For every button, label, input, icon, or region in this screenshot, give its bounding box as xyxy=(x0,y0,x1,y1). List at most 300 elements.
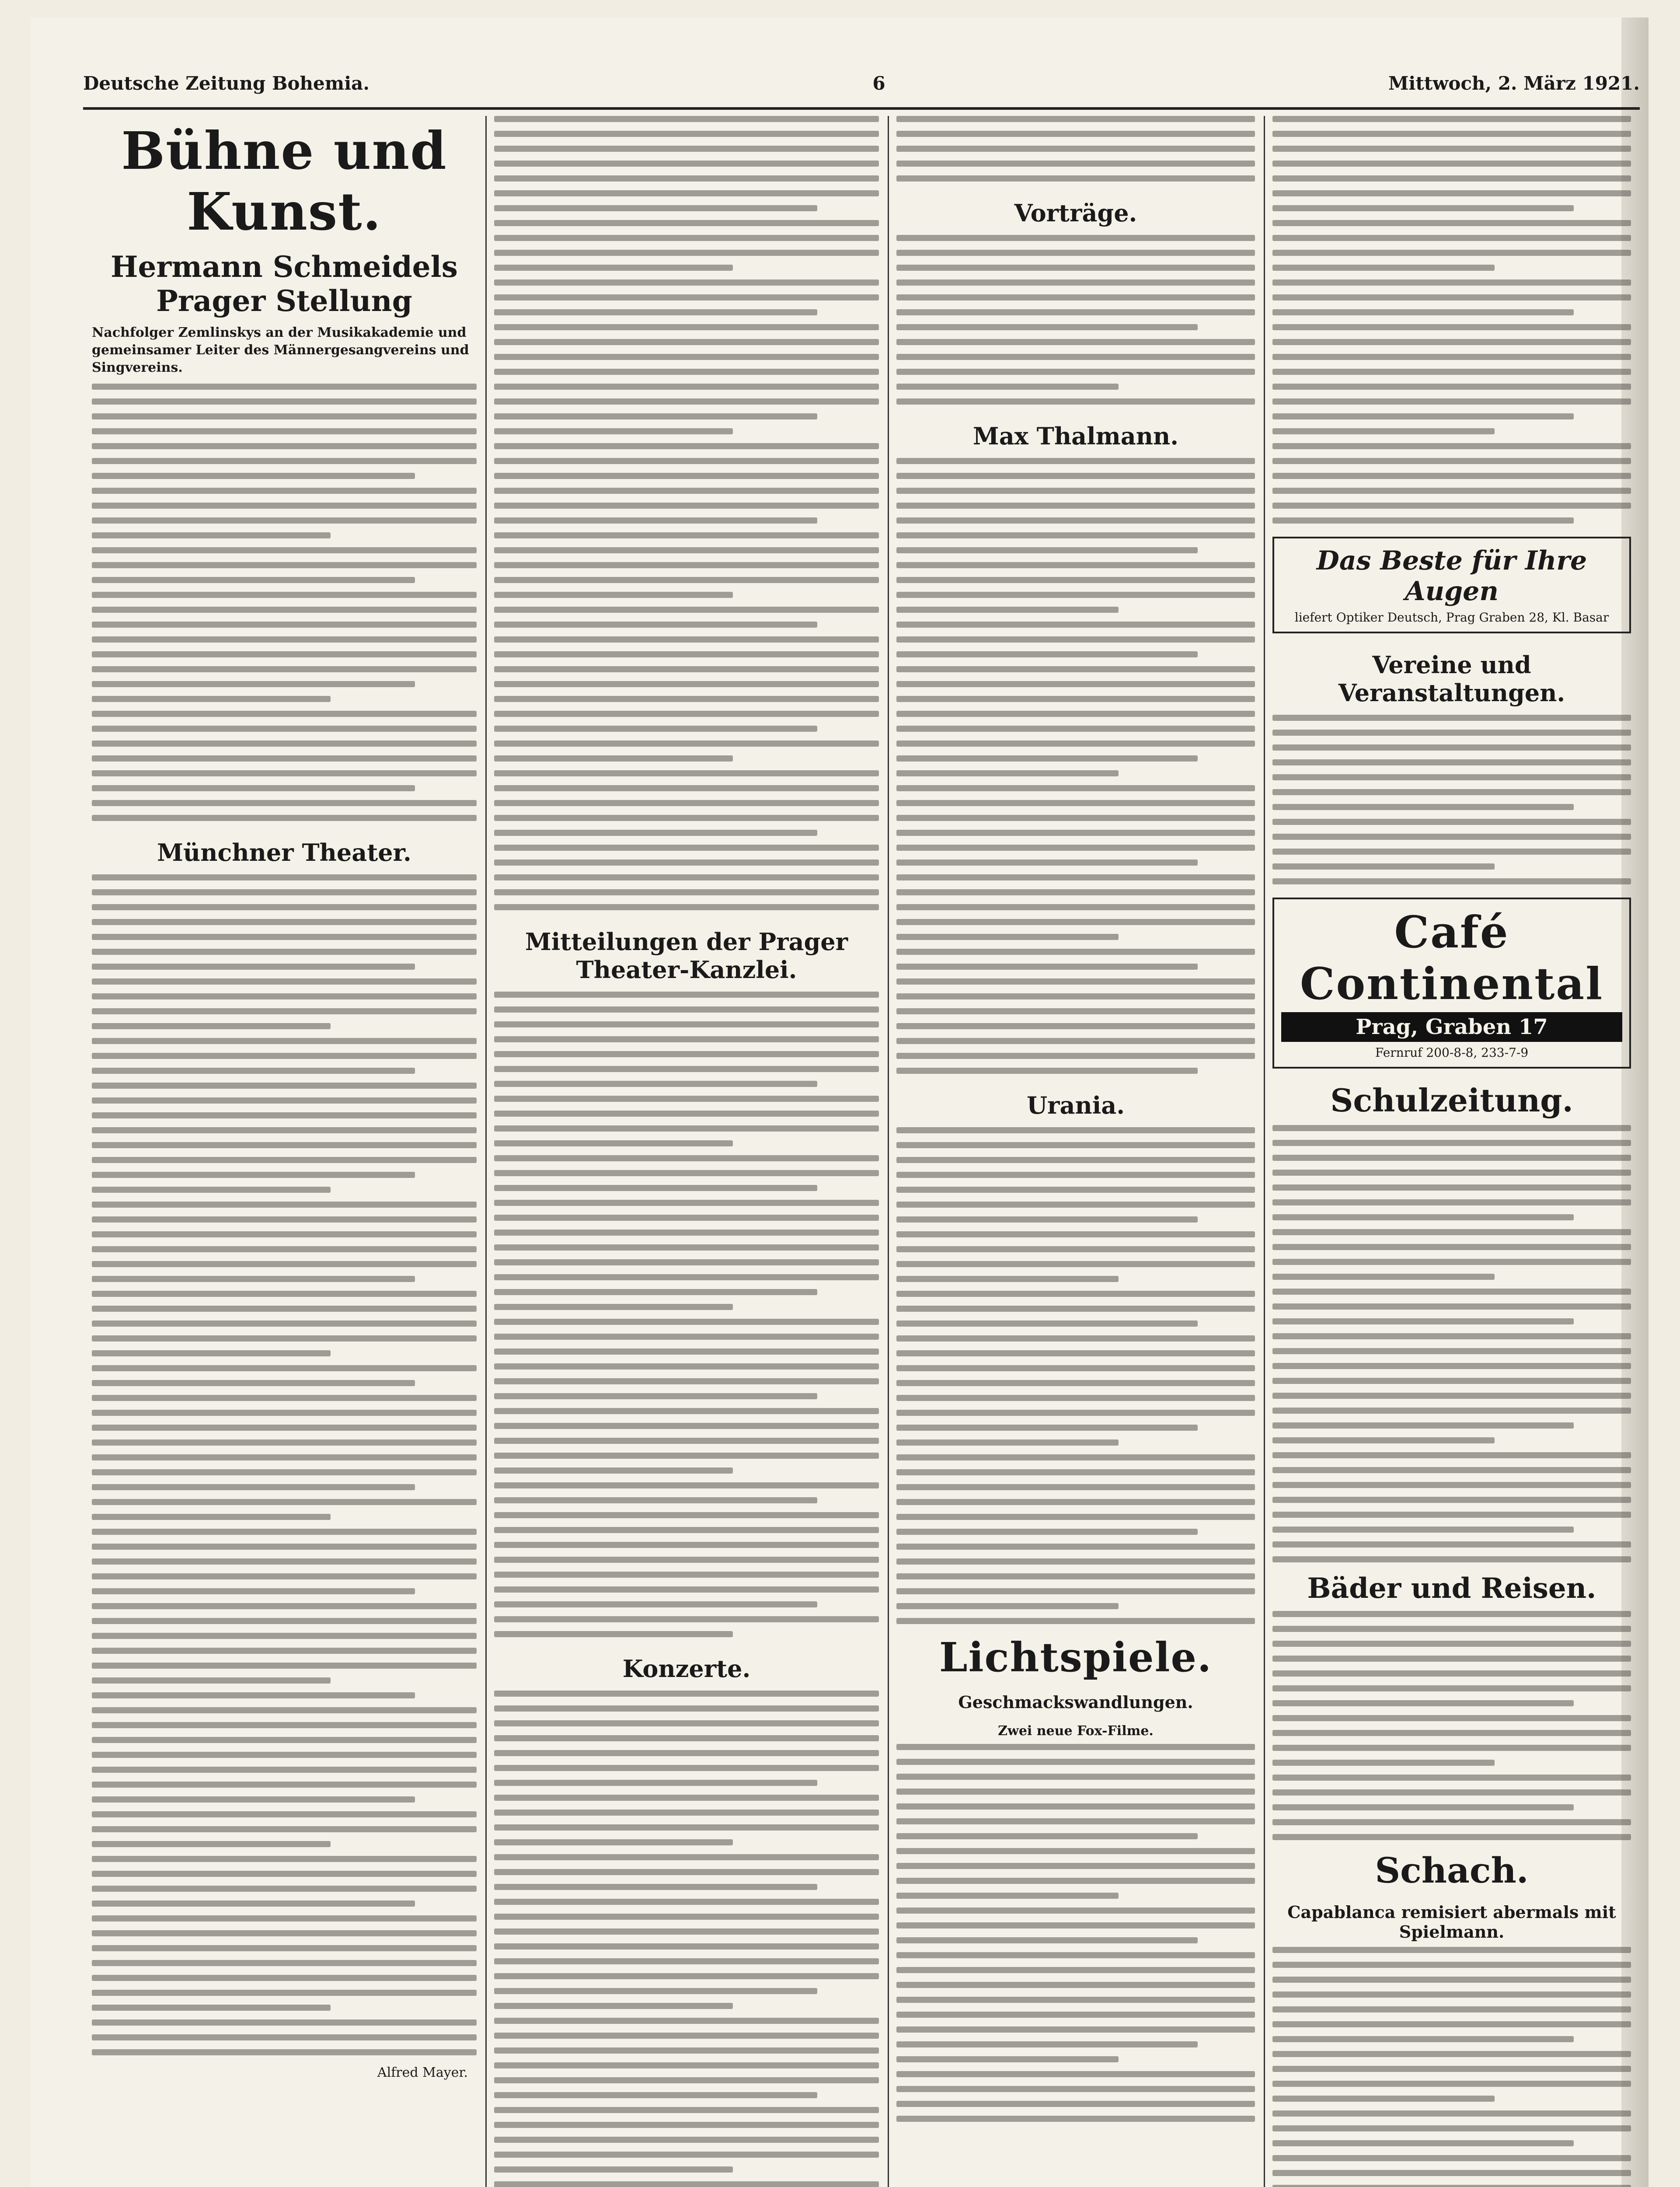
text-line-placeholder xyxy=(92,1841,331,1847)
text-line-placeholder xyxy=(896,1789,1255,1795)
text-line-placeholder xyxy=(1272,2140,1574,2146)
text-line-placeholder xyxy=(896,993,1255,999)
text-line-placeholder xyxy=(494,1854,879,1860)
article-title: Schach. xyxy=(1375,1850,1529,1891)
text-line-placeholder xyxy=(494,1631,733,1637)
text-line-placeholder xyxy=(1272,1274,1495,1280)
text-line-placeholder xyxy=(1272,1745,1631,1751)
ad-phone: Fernruf 200-8-8, 233-7-9 xyxy=(1375,1045,1529,1060)
text-line-placeholder xyxy=(896,116,1255,122)
text-line-placeholder xyxy=(92,1291,477,1297)
text-line-placeholder xyxy=(494,1542,879,1548)
text-line-placeholder xyxy=(494,800,879,806)
optician-advertisement xyxy=(1272,537,1631,633)
text-line-placeholder xyxy=(896,309,1255,315)
text-line-placeholder xyxy=(896,577,1255,583)
text-line-placeholder xyxy=(494,651,879,657)
text-line-placeholder xyxy=(1272,1962,1631,1968)
ad-title: Café Continental xyxy=(1300,906,1604,1010)
text-line-placeholder xyxy=(896,919,1255,925)
text-line-placeholder xyxy=(92,1083,477,1089)
text-line-placeholder xyxy=(494,339,879,345)
text-line-placeholder xyxy=(92,1930,477,1936)
text-line-placeholder xyxy=(92,413,477,419)
text-line-placeholder xyxy=(494,1691,879,1697)
text-line-placeholder xyxy=(1272,324,1631,330)
text-line-placeholder xyxy=(494,1259,879,1265)
text-line-placeholder xyxy=(1272,1789,1631,1796)
text-line-placeholder xyxy=(896,1863,1255,1869)
text-line-placeholder xyxy=(1272,804,1574,810)
text-line-placeholder xyxy=(1272,354,1631,360)
text-line-placeholder xyxy=(494,845,879,851)
text-line-placeholder xyxy=(896,1618,1255,1624)
text-line-placeholder xyxy=(494,1230,879,1236)
text-line-placeholder xyxy=(896,1558,1255,1565)
text-line-placeholder xyxy=(92,1796,415,1803)
article-title: Mitteilungen der Prager Theater-Kanzlei. xyxy=(525,928,848,984)
text-line-placeholder xyxy=(494,1869,879,1875)
text-line-placeholder xyxy=(1272,1467,1631,1473)
text-line-placeholder xyxy=(494,1036,879,1042)
text-line-placeholder xyxy=(1272,1556,1631,1562)
text-line-placeholder xyxy=(92,1231,477,1237)
text-line-placeholder xyxy=(494,1319,879,1325)
text-line-placeholder xyxy=(896,1187,1255,1193)
text-line-placeholder xyxy=(92,1752,477,1758)
text-line-placeholder xyxy=(494,1438,879,1444)
text-line-placeholder xyxy=(92,1663,477,1669)
text-line-placeholder xyxy=(1272,146,1631,152)
text-line-placeholder xyxy=(896,770,1119,776)
text-line-placeholder xyxy=(896,1068,1198,1074)
text-line-placeholder xyxy=(92,1469,477,1475)
text-line-placeholder xyxy=(92,1707,477,1713)
text-line-placeholder xyxy=(92,770,477,776)
text-line-placeholder xyxy=(92,1454,477,1460)
text-line-placeholder xyxy=(1272,1348,1631,1354)
article-body-placeholder xyxy=(92,384,477,821)
text-line-placeholder xyxy=(92,1692,415,1698)
text-line-placeholder xyxy=(92,1425,477,1431)
text-line-placeholder xyxy=(1272,1700,1574,1706)
text-line-placeholder xyxy=(1272,265,1495,271)
text-line-placeholder xyxy=(896,1908,1255,1914)
text-line-placeholder xyxy=(494,785,879,791)
text-line-placeholder xyxy=(494,2062,879,2068)
text-line-placeholder xyxy=(896,800,1255,806)
text-line-placeholder xyxy=(92,2049,477,2055)
text-line-placeholder xyxy=(896,904,1255,910)
text-line-placeholder xyxy=(494,2018,879,2024)
text-line-placeholder xyxy=(494,116,879,122)
text-line-placeholder xyxy=(1272,1656,1631,1662)
text-line-placeholder xyxy=(896,1291,1255,1297)
text-line-placeholder xyxy=(896,651,1198,657)
text-line-placeholder xyxy=(494,1066,879,1072)
text-line-placeholder xyxy=(896,949,1255,955)
text-line-placeholder xyxy=(896,978,1255,985)
text-line-placeholder xyxy=(494,2047,879,2054)
text-line-placeholder xyxy=(494,1363,879,1369)
text-line-placeholder xyxy=(494,1512,879,1518)
column-rule xyxy=(1264,116,1265,2187)
text-line-placeholder xyxy=(1272,339,1631,345)
text-line-placeholder xyxy=(1272,878,1631,884)
text-line-placeholder xyxy=(494,1527,879,1533)
text-line-placeholder xyxy=(92,2019,477,2026)
text-line-placeholder xyxy=(1272,1760,1495,1766)
text-line-placeholder xyxy=(896,1276,1119,1282)
text-line-placeholder xyxy=(896,324,1198,330)
text-line-placeholder xyxy=(92,562,477,568)
text-line-placeholder xyxy=(92,726,477,732)
text-line-placeholder xyxy=(92,874,477,880)
text-line-placeholder xyxy=(92,889,477,895)
text-line-placeholder xyxy=(896,161,1255,167)
text-line-placeholder xyxy=(896,2116,1255,2122)
text-line-placeholder xyxy=(1272,1170,1631,1176)
text-line-placeholder xyxy=(896,175,1255,182)
column-3 xyxy=(896,116,1255,2187)
text-line-placeholder xyxy=(494,889,879,895)
text-line-placeholder xyxy=(494,726,817,732)
text-line-placeholder xyxy=(494,161,879,167)
text-line-placeholder xyxy=(92,1395,477,1401)
text-line-placeholder xyxy=(494,1111,879,1117)
article-title: Bäder und Reisen. xyxy=(1307,1572,1596,1605)
text-line-placeholder xyxy=(494,265,733,271)
text-line-placeholder xyxy=(896,265,1255,271)
text-line-placeholder xyxy=(92,1826,477,1832)
text-line-placeholder xyxy=(92,1202,477,1208)
text-line-placeholder xyxy=(494,547,879,553)
text-line-placeholder xyxy=(92,428,477,434)
text-line-placeholder xyxy=(92,978,477,985)
text-line-placeholder xyxy=(92,532,331,538)
text-line-placeholder xyxy=(92,1573,477,1579)
text-line-placeholder xyxy=(494,859,879,866)
text-line-placeholder xyxy=(896,2012,1255,2018)
text-line-placeholder xyxy=(896,517,1255,524)
text-line-placeholder xyxy=(494,2181,879,2187)
text-line-placeholder xyxy=(896,1982,1255,1988)
text-line-placeholder xyxy=(1272,1393,1631,1399)
text-line-placeholder xyxy=(494,369,879,375)
text-line-placeholder xyxy=(896,1365,1255,1371)
text-line-placeholder xyxy=(896,1172,1255,1178)
text-line-placeholder xyxy=(1272,517,1574,524)
text-line-placeholder xyxy=(494,428,733,434)
text-line-placeholder xyxy=(494,279,879,286)
text-line-placeholder xyxy=(494,250,879,256)
text-line-placeholder xyxy=(494,1973,879,1979)
text-line-placeholder xyxy=(1272,488,1631,494)
text-line-placeholder xyxy=(1272,161,1631,167)
text-line-placeholder xyxy=(1272,1482,1631,1488)
article-body-placeholder xyxy=(896,235,1255,405)
text-line-placeholder xyxy=(1272,131,1631,137)
article-body-placeholder xyxy=(1272,116,1631,524)
text-line-placeholder xyxy=(896,1997,1255,2003)
text-line-placeholder xyxy=(494,711,879,717)
text-line-placeholder xyxy=(494,1705,879,1712)
text-line-placeholder xyxy=(1272,309,1574,315)
text-line-placeholder xyxy=(1272,2021,1631,2027)
text-line-placeholder xyxy=(494,2003,733,2009)
text-line-placeholder xyxy=(1272,1804,1574,1810)
article-body-placeholder xyxy=(494,116,879,910)
column-1 xyxy=(92,116,477,2187)
text-line-placeholder xyxy=(494,413,817,419)
text-line-placeholder xyxy=(92,993,477,999)
text-line-placeholder xyxy=(494,1393,817,1399)
text-line-placeholder xyxy=(494,517,817,524)
text-line-placeholder xyxy=(92,1410,477,1416)
text-line-placeholder xyxy=(1272,1685,1631,1691)
text-line-placeholder xyxy=(494,1006,879,1013)
text-line-placeholder xyxy=(494,2137,879,2143)
header-right: Mittwoch, 2. März 1921. xyxy=(1388,72,1640,94)
text-line-placeholder xyxy=(1272,1497,1631,1503)
text-line-placeholder xyxy=(1272,2110,1631,2117)
text-line-placeholder xyxy=(1272,250,1631,256)
text-line-placeholder xyxy=(896,681,1255,687)
text-line-placeholder xyxy=(92,607,477,613)
text-line-placeholder xyxy=(1272,443,1631,449)
text-line-placeholder xyxy=(1272,1452,1631,1458)
text-line-placeholder xyxy=(494,473,879,479)
text-line-placeholder xyxy=(92,696,331,702)
text-line-placeholder xyxy=(494,443,879,449)
text-line-placeholder xyxy=(1272,2170,1631,2176)
text-line-placeholder xyxy=(494,1795,879,1801)
text-line-placeholder xyxy=(896,1335,1255,1342)
text-line-placeholder xyxy=(896,235,1255,241)
article-lead: Nachfolger Zemlinskys an der Musikakademie und gemeinsamer Leiter des Männergesangvereins und Singvereins. xyxy=(92,325,469,375)
text-line-placeholder xyxy=(1272,1670,1631,1677)
text-line-placeholder xyxy=(1272,1715,1631,1721)
text-line-placeholder xyxy=(1272,744,1631,751)
text-line-placeholder xyxy=(92,1380,415,1386)
text-line-placeholder xyxy=(1272,428,1495,434)
text-line-placeholder xyxy=(92,458,477,464)
text-line-placeholder xyxy=(896,1603,1119,1609)
text-line-placeholder xyxy=(92,1618,477,1624)
article-title: Vorträge. xyxy=(1014,199,1137,227)
text-line-placeholder xyxy=(896,1573,1255,1579)
text-line-placeholder xyxy=(896,874,1255,880)
text-line-placeholder xyxy=(1272,2066,1631,2072)
text-line-placeholder xyxy=(896,1053,1255,1059)
text-line-placeholder xyxy=(1272,1378,1631,1384)
text-line-placeholder xyxy=(1272,279,1631,286)
text-line-placeholder xyxy=(1272,235,1631,241)
text-line-placeholder xyxy=(494,815,879,821)
text-line-placeholder xyxy=(92,547,477,553)
text-line-placeholder xyxy=(92,1648,477,1654)
article-body-placeholder xyxy=(896,1744,1255,2122)
text-line-placeholder xyxy=(494,1586,879,1593)
article-title: Vereine und Veranstaltungen. xyxy=(1338,651,1565,707)
text-line-placeholder xyxy=(494,1720,879,1726)
text-line-placeholder xyxy=(896,1395,1255,1401)
text-line-placeholder xyxy=(92,1127,477,1133)
text-line-placeholder xyxy=(896,384,1119,390)
text-line-placeholder xyxy=(92,443,477,449)
article-title: Urania. xyxy=(1026,1091,1125,1119)
text-line-placeholder xyxy=(92,949,477,955)
text-line-placeholder xyxy=(494,1467,733,1474)
text-line-placeholder xyxy=(494,1914,879,1920)
column-rule xyxy=(485,116,487,2187)
text-line-placeholder xyxy=(1272,1626,1631,1632)
text-line-placeholder xyxy=(494,384,879,390)
text-line-placeholder xyxy=(92,1990,477,1996)
text-line-placeholder xyxy=(1272,1333,1631,1339)
text-line-placeholder xyxy=(896,859,1198,866)
article-title: Lichtspiele. xyxy=(939,1634,1213,1681)
text-line-placeholder xyxy=(1272,759,1631,765)
text-line-placeholder xyxy=(494,309,817,315)
text-line-placeholder xyxy=(1272,1214,1574,1220)
text-line-placeholder xyxy=(896,1878,1255,1884)
text-line-placeholder xyxy=(1272,819,1631,825)
text-line-placeholder xyxy=(1272,1541,1631,1548)
text-line-placeholder xyxy=(92,1514,331,1520)
text-line-placeholder xyxy=(1272,1318,1574,1324)
article-body-placeholder xyxy=(92,874,477,2055)
column-rule xyxy=(888,116,889,2187)
text-line-placeholder xyxy=(896,1848,1255,1854)
text-line-placeholder xyxy=(896,532,1255,538)
text-line-placeholder xyxy=(896,2071,1255,2077)
text-line-placeholder xyxy=(896,1202,1255,1208)
text-line-placeholder xyxy=(1272,1730,1631,1736)
text-line-placeholder xyxy=(494,1021,879,1027)
text-line-placeholder xyxy=(494,294,879,300)
text-line-placeholder xyxy=(92,964,415,970)
text-line-placeholder xyxy=(1272,1947,1631,1953)
text-line-placeholder xyxy=(494,1274,879,1280)
text-line-placeholder xyxy=(92,1782,477,1788)
text-line-placeholder xyxy=(896,1952,1255,1958)
text-line-placeholder xyxy=(896,1529,1198,1535)
text-line-placeholder xyxy=(896,547,1198,553)
text-line-placeholder xyxy=(896,1922,1255,1928)
text-line-placeholder xyxy=(896,934,1119,940)
text-line-placeholder xyxy=(896,1038,1255,1044)
text-line-placeholder xyxy=(494,830,817,836)
cafe-advertisement xyxy=(1272,898,1631,1069)
text-line-placeholder xyxy=(494,1988,817,1994)
text-line-placeholder xyxy=(1272,774,1631,780)
text-line-placeholder xyxy=(494,904,879,910)
text-line-placeholder xyxy=(494,1958,879,1964)
text-line-placeholder xyxy=(494,1765,879,1771)
text-line-placeholder xyxy=(896,1321,1198,1327)
article-body-placeholder xyxy=(494,1691,879,2187)
text-line-placeholder xyxy=(896,146,1255,152)
text-line-placeholder xyxy=(494,1096,879,1102)
text-line-placeholder xyxy=(494,592,733,598)
text-line-placeholder xyxy=(92,1023,331,1029)
text-line-placeholder xyxy=(92,1216,477,1223)
text-line-placeholder xyxy=(896,845,1255,851)
text-line-placeholder xyxy=(92,488,477,494)
text-line-placeholder xyxy=(896,889,1255,895)
text-line-placeholder xyxy=(92,1484,415,1490)
text-line-placeholder xyxy=(896,726,1255,732)
text-line-placeholder xyxy=(1272,834,1631,840)
text-line-placeholder xyxy=(494,1051,879,1057)
text-line-placeholder xyxy=(92,1008,477,1014)
text-line-placeholder xyxy=(494,131,879,137)
text-line-placeholder xyxy=(494,354,879,360)
text-line-placeholder xyxy=(896,1803,1255,1810)
text-line-placeholder xyxy=(92,1722,477,1728)
text-line-placeholder xyxy=(896,741,1255,747)
text-line-placeholder xyxy=(896,1833,1198,1839)
text-line-placeholder xyxy=(92,1603,477,1609)
text-line-placeholder xyxy=(896,1380,1255,1386)
article-body-placeholder xyxy=(1272,715,1631,884)
text-line-placeholder xyxy=(494,190,879,196)
text-line-placeholder xyxy=(494,1081,817,1087)
text-line-placeholder xyxy=(494,1408,879,1414)
text-line-placeholder xyxy=(896,1439,1119,1446)
text-line-placeholder xyxy=(1272,2125,1631,2131)
text-line-placeholder xyxy=(494,1750,879,1756)
text-line-placeholder xyxy=(896,2086,1255,2092)
header-rule xyxy=(83,107,1640,110)
text-line-placeholder xyxy=(92,1677,331,1684)
text-line-placeholder xyxy=(92,1097,477,1104)
text-line-placeholder xyxy=(494,1824,879,1831)
text-line-placeholder xyxy=(92,711,477,717)
text-line-placeholder xyxy=(494,1735,879,1741)
text-line-placeholder xyxy=(92,741,477,747)
text-line-placeholder xyxy=(494,607,879,613)
text-line-placeholder xyxy=(494,146,879,152)
text-line-placeholder xyxy=(1272,1303,1631,1310)
text-line-placeholder xyxy=(92,517,477,524)
text-line-placeholder xyxy=(92,934,477,940)
text-line-placeholder xyxy=(896,2101,1255,2107)
article-title: Münchner Theater. xyxy=(157,838,411,866)
text-line-placeholder xyxy=(896,398,1255,405)
section-title: Bühne und Kunst. xyxy=(121,120,447,242)
article-body-placeholder xyxy=(494,992,879,1637)
text-line-placeholder xyxy=(494,1334,879,1340)
text-line-placeholder xyxy=(92,1529,477,1535)
text-line-placeholder xyxy=(494,1899,879,1905)
text-line-placeholder xyxy=(896,1127,1255,1133)
text-line-placeholder xyxy=(494,2122,879,2128)
text-line-placeholder xyxy=(896,1967,1255,1973)
text-line-placeholder xyxy=(92,1588,415,1594)
text-line-placeholder xyxy=(494,1482,879,1488)
text-line-placeholder xyxy=(896,1246,1255,1252)
text-line-placeholder xyxy=(1272,116,1631,122)
article-title: Schulzeitung. xyxy=(1330,1082,1573,1119)
header-page-number: 6 xyxy=(872,72,885,94)
text-line-placeholder xyxy=(896,1454,1255,1460)
ad-address: Prag, Graben 17 xyxy=(1281,1012,1622,1042)
text-line-placeholder xyxy=(92,577,415,583)
text-line-placeholder xyxy=(92,1439,477,1446)
text-line-placeholder xyxy=(92,1053,477,1059)
